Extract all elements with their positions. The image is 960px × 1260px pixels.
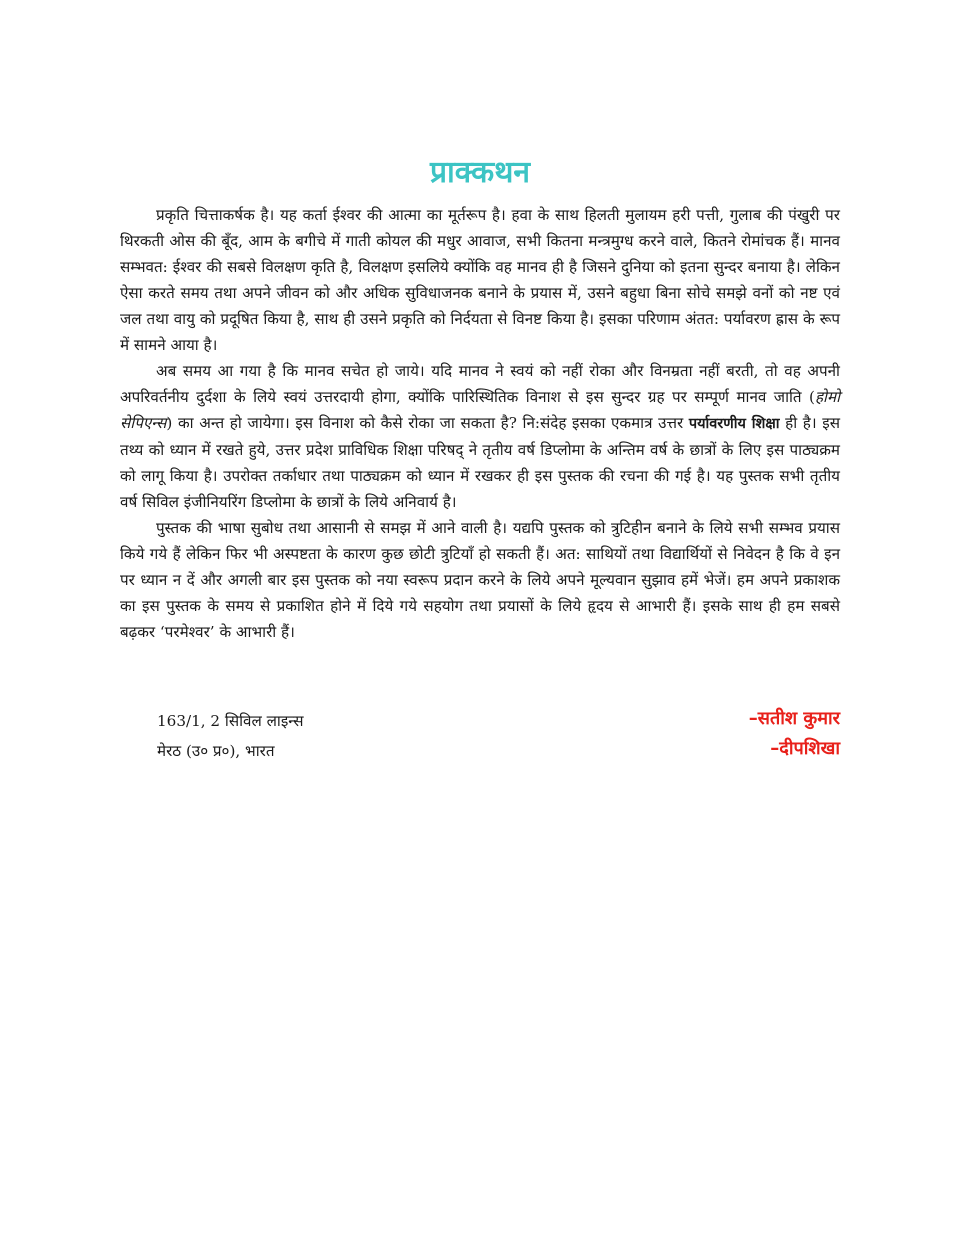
paragraph-2-part-a: अब समय आ गया है कि मानव सचेत हो जाये। यदि मानव ने स्वयं को नहीं रोका और विनम्रता नहीं बरती, तो वह अपनी अपरिवर्तनीय दुर्दशा के लिये स्वयं उत्तरदायी होगा, क्योंकि पारिस्थितिक विनाश से इस सुन्दर ग्रह पर सम्पूर्ण मानव जाति (	[120, 362, 840, 406]
signature-author-2: –दीपशिखा	[770, 738, 840, 759]
signature-author-1: –सतीश कुमार	[748, 708, 840, 729]
address-line-2: मेरठ (उ० प्र०), भारत	[157, 742, 275, 760]
signature-block	[749, 704, 840, 764]
environmental-education-bold: पर्यावरणीय शिक्षा	[688, 416, 780, 432]
address-line-1: 163/1, 2 सिविल लाइन्स	[157, 712, 304, 730]
species-name-italic: होमो सेपिएन्स	[120, 388, 840, 432]
preface-body	[120, 202, 840, 645]
paragraph-2	[120, 358, 840, 515]
paragraph-2-part-c: ही है। इस तथ्य को ध्यान में रखते हुये, उत्तर प्रदेश प्राविधिक शिक्षा परिषद् ने तृतीय वर्ष डिप्लोमा के अन्तिम वर्ष के छात्रों के लिए इस पाठ्यक्रम को लागू किया है। उपरोक्त तर्काधार तथा पाठ्यक्रम को ध्यान में रखकर ही इस पुस्तक की रचना की गई है। यह पुस्तक सभी तृतीय वर्ष सिविल इंजीनियरिंग डिप्लोमा के छात्रों के लिये अनिवार्य है।	[120, 414, 841, 511]
page-title: प्राक्कथन	[429, 155, 531, 190]
paragraph-1: प्रकृति चित्ताकर्षक है। यह कर्ता ईश्वर की आत्मा का मूर्तरूप है। हवा के साथ हिलती मुलायम हरी पत्ती, गुलाब की पंखुरी पर थिरकती ओस की बूँद, आम के बगीचे में गाती कोयल की मधुर आवाज, सभी कितना मन्त्रमुग्ध करने वाले, कितने रोमांचक हैं। मानव सम्भवत: ईश्वर की सबसे विलक्षण कृति है, विलक्षण इसलिये क्योंकि वह मानव ही है जिसने दुनिया को इतना सुन्दर बनाया है। लेकिन ऐसा करते समय तथा अपने जीवन को और अधिक सुविधाजनक बनाने के प्रयास में, उसने बहुधा बिना सोचे समझे वनों को नष्ट एवं जल तथा वायु को प्रदूषित किया है, साथ ही उसने प्रकृति को निर्दयता से विनष्ट किया है। इसका परिणाम अंतत: पर्यावरण ह्रास के रूप में सामने आया है।	[120, 206, 840, 354]
address-block	[157, 706, 303, 766]
paragraph-2-part-b: ) का अन्त हो जायेगा। इस विनाश को कैसे रोका जा सकता है? नि:संदेह इसका एकमात्र उत्तर	[166, 414, 689, 432]
paragraph-3: पुस्तक की भाषा सुबोध तथा आसानी से समझ में आने वाली है। यद्यपि पुस्तक को त्रुटिहीन बनाने के लिये सभी सम्भव प्रयास किये गये हैं लेकिन फिर भी अस्पष्टता के कारण कुछ छोटी त्रुटियाँ हो सकती हैं। अत: साथियों तथा विद्यार्थियों से निवेदन है कि वे इन पर ध्यान न दें और अगली बार इस पुस्तक को नया स्वरूप प्रदान करने के लिये अपने मूल्यवान सुझाव हमें भेजें। हम अपने प्रकाशक का इस पुस्तक के समय से प्रकाशित होने में दिये गये सहयोग तथा प्रयासों के लिये हृदय से आभारी हैं। इसके साथ ही हम सबसे बढ़कर ‘परमेश्वर’ के आभारी हैं।	[120, 519, 840, 641]
